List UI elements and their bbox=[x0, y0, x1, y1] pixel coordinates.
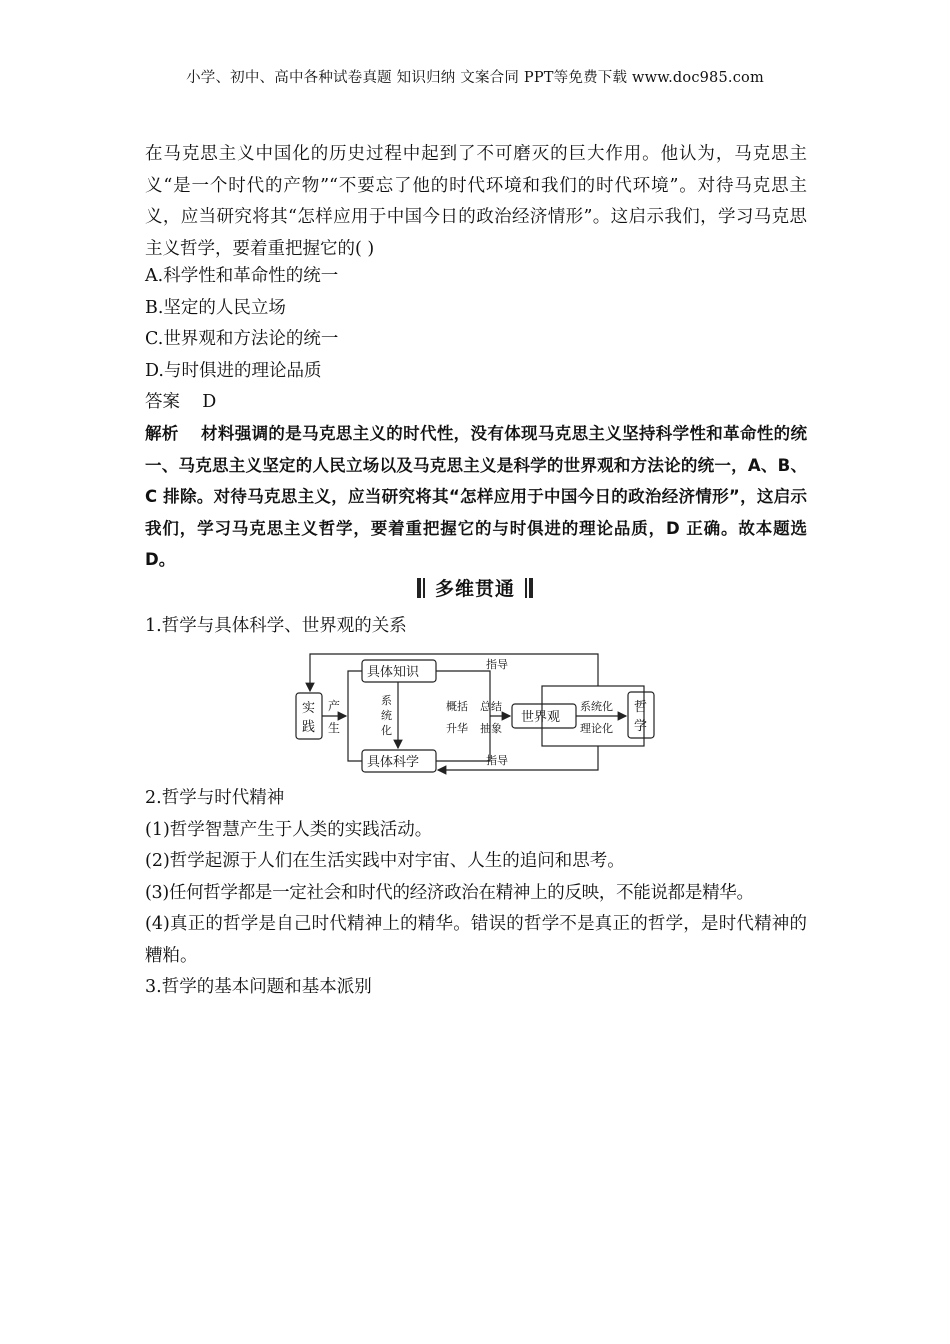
answer-value: D bbox=[202, 392, 217, 412]
analysis-text: 材料强调的是马克思主义的时代性，没有体现马克思主义坚持科学性和革命性的统一、马克思主义坚定的人民立场以及马克思主义是科学的世界观和方法论的统一，A、B、C 排除。对待马克思主义，应当研究将其“怎样应用于中国今日的政治经济情形”，这启示我们，学习马克思主义哲学，要着重把握它的与时俱进的理论品质，D 正确。故本题选 D。 bbox=[145, 424, 808, 569]
specific-science: 具体科学 bbox=[367, 755, 420, 770]
philosophy-char-1: 哲 bbox=[634, 700, 648, 715]
relation-diagram bbox=[290, 648, 670, 778]
page-header: 小学、初中、高中各种试卷真题 知识归纳 文案合同 PPT等免费下载 www.doc985.com bbox=[186, 70, 764, 86]
question-block bbox=[145, 139, 807, 265]
point2-item-3: (3)任何哲学都是一定社会和时代的经济政治在精神上的反映，不能说都是精华。 bbox=[145, 882, 754, 903]
practice-char-2: 践 bbox=[302, 720, 316, 735]
systematize-v-2: 统 bbox=[381, 709, 392, 722]
systematize: 系统化 bbox=[580, 700, 613, 713]
title-bar-right-thin bbox=[525, 578, 527, 598]
point2-item-4: (4)真正的哲学是自己时代精神上的精华。错误的哲学不是真正的哲学，是时代精神的糟粕。 bbox=[145, 914, 807, 966]
chouxiang: 抽象 bbox=[480, 722, 502, 735]
gaikuo: 概括 bbox=[446, 700, 468, 713]
analysis-label: 解析 bbox=[145, 424, 179, 443]
guide-bottom-line bbox=[438, 746, 598, 770]
option-a: A.科学性和革命性的统一 bbox=[145, 266, 339, 286]
option-d: D.与时俱进的理论品质 bbox=[145, 360, 322, 381]
point3-title: 3.哲学的基本问题和基本派别 bbox=[145, 977, 372, 997]
systematize-v-3: 化 bbox=[381, 724, 392, 737]
guide-bottom: 指导 bbox=[486, 754, 508, 767]
section-title-text: 多维贯通 bbox=[434, 578, 515, 600]
zongjie: 总结 bbox=[480, 700, 502, 713]
section-title bbox=[0, 574, 950, 601]
practice-char-1: 实 bbox=[302, 701, 316, 716]
produce-char-2: 生 bbox=[328, 721, 341, 735]
question-stem: 在马克思主义中国化的历史过程中起到了不可磨灭的巨大作用。他认为，马克思主义“是一个时代的产物”“不要忘了他的时代环境和我们的时代环境”。对待马克思主义，应当研究将其“怎样应用于中国今日的政治经济情形”。这启示我们，学习马克思主义哲学，要着重把握它的( ) bbox=[145, 144, 807, 259]
guide-top: 指导 bbox=[486, 658, 508, 671]
frame-mid bbox=[436, 671, 490, 761]
options-list bbox=[145, 261, 807, 419]
philosophy-char-2: 学 bbox=[634, 719, 648, 734]
point2-title: 2.哲学与时代精神 bbox=[145, 788, 285, 808]
option-c: C.世界观和方法论的统一 bbox=[145, 329, 339, 349]
specific-knowledge: 具体知识 bbox=[367, 665, 420, 680]
point1-title-wrap bbox=[145, 611, 807, 643]
point1-title: 1.哲学与具体科学、世界观的关系 bbox=[145, 616, 407, 636]
frame-left bbox=[348, 671, 362, 761]
answer-label: 答案 bbox=[145, 392, 180, 412]
title-bar-right bbox=[529, 578, 533, 598]
answer-line bbox=[145, 387, 807, 419]
produce-char-1: 产 bbox=[328, 699, 341, 713]
point2-block bbox=[145, 783, 807, 1004]
title-bar-left bbox=[417, 578, 421, 598]
option-b: B.坚定的人民立场 bbox=[145, 297, 286, 318]
shenghua: 升华 bbox=[446, 722, 468, 735]
point2-item-2: (2)哲学起源于人们在生活实践中对宇宙、人生的追问和思考。 bbox=[145, 851, 625, 871]
analysis-block bbox=[145, 418, 807, 576]
title-bar-left-thin bbox=[423, 578, 425, 598]
analysis bbox=[145, 418, 807, 576]
systematize-v-1: 系 bbox=[381, 694, 392, 707]
worldview: 世界观 bbox=[521, 710, 561, 725]
theorize: 理论化 bbox=[580, 722, 613, 735]
point2-item-1: (1)哲学智慧产生于人类的实践活动。 bbox=[145, 819, 433, 840]
